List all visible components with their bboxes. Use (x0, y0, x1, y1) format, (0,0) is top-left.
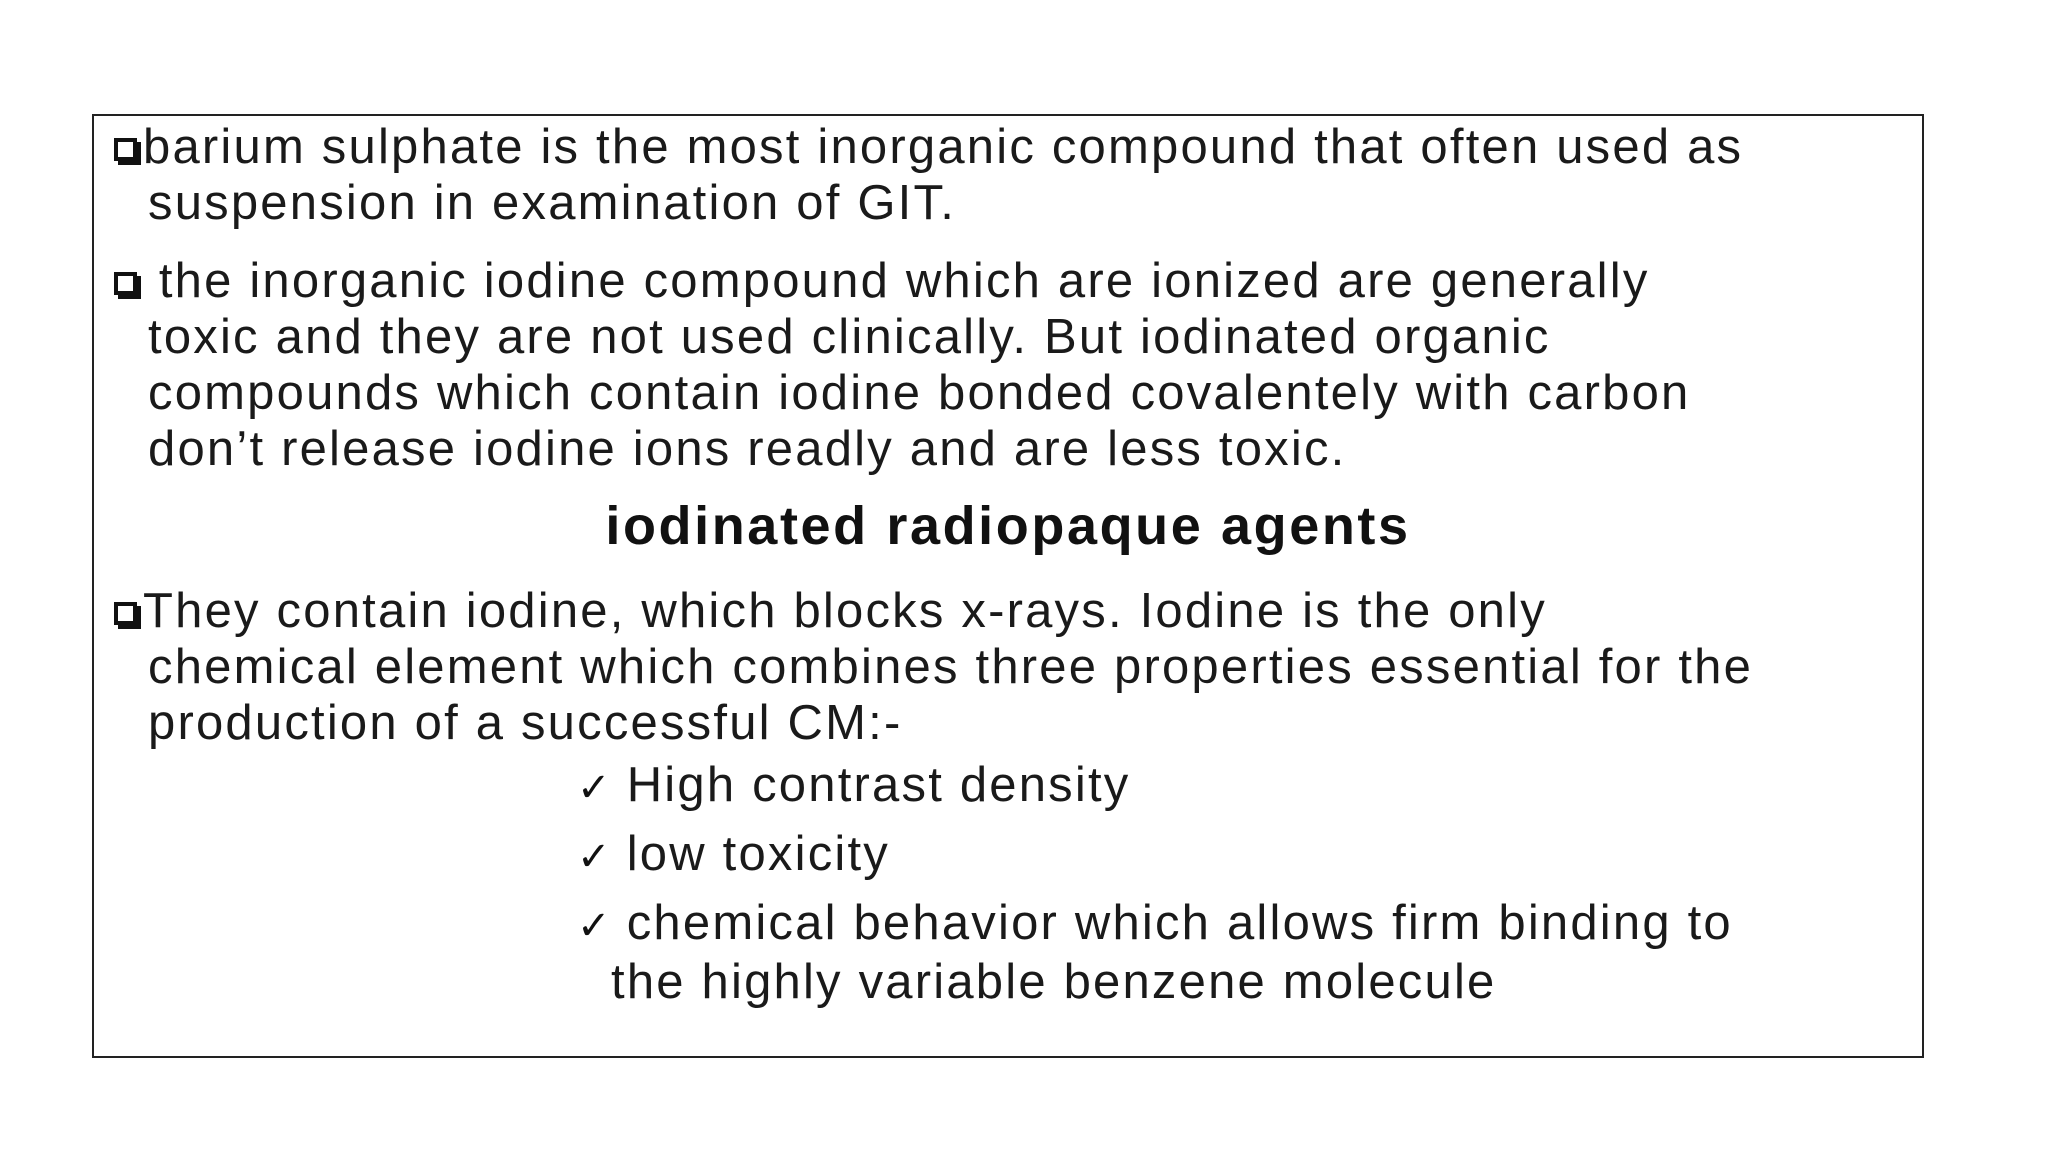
checklist-item-text: High contrast density (626, 758, 1131, 812)
paragraph-line: suspension in examination of GIT. (148, 176, 957, 230)
paragraph-line: the inorganic iodine compound which are ionized are generally (143, 254, 1650, 308)
paragraph-line: They contain iodine, which blocks x-rays. Iodine is the only (143, 584, 1547, 638)
checklist-item (577, 757, 1733, 816)
checkmark-icon: ✓ (577, 834, 613, 880)
checklist-item-text: chemical behavior which allows firm binding to (626, 896, 1733, 950)
paragraph-barium-sulphate (114, 119, 1914, 231)
checklist-item-text: low toxicity (626, 827, 891, 881)
paragraph-inorganic-iodine (114, 253, 1914, 477)
paragraph-iodine-properties (114, 583, 1914, 751)
properties-checklist (577, 757, 1733, 1020)
paragraph-line: chemical element which combines three properties essential for the (148, 640, 1754, 694)
paragraph-line: compounds which contain iodine bonded covalentely with carbon (148, 366, 1691, 420)
paragraph-line: don’t release iodine ions readly and are less toxic. (148, 422, 1347, 476)
paragraph-line: barium sulphate is the most inorganic compound that often used as (143, 120, 1744, 174)
checklist-item (577, 895, 1733, 1010)
checkmark-icon: ✓ (577, 765, 613, 811)
checklist-item-text: the highly variable benzene molecule (611, 955, 1497, 1009)
checklist-item (577, 826, 1733, 885)
square-bullet-icon (114, 272, 137, 295)
paragraph-line: toxic and they are not used clinically. But iodinated organic (148, 310, 1551, 364)
square-bullet-icon (114, 602, 137, 625)
paragraph-line: production of a successful CM:- (148, 696, 903, 750)
square-bullet-icon (114, 138, 137, 161)
checkmark-icon: ✓ (577, 903, 613, 949)
content-frame (92, 114, 1924, 1058)
section-heading: iodinated radiopaque agents (605, 496, 1411, 556)
